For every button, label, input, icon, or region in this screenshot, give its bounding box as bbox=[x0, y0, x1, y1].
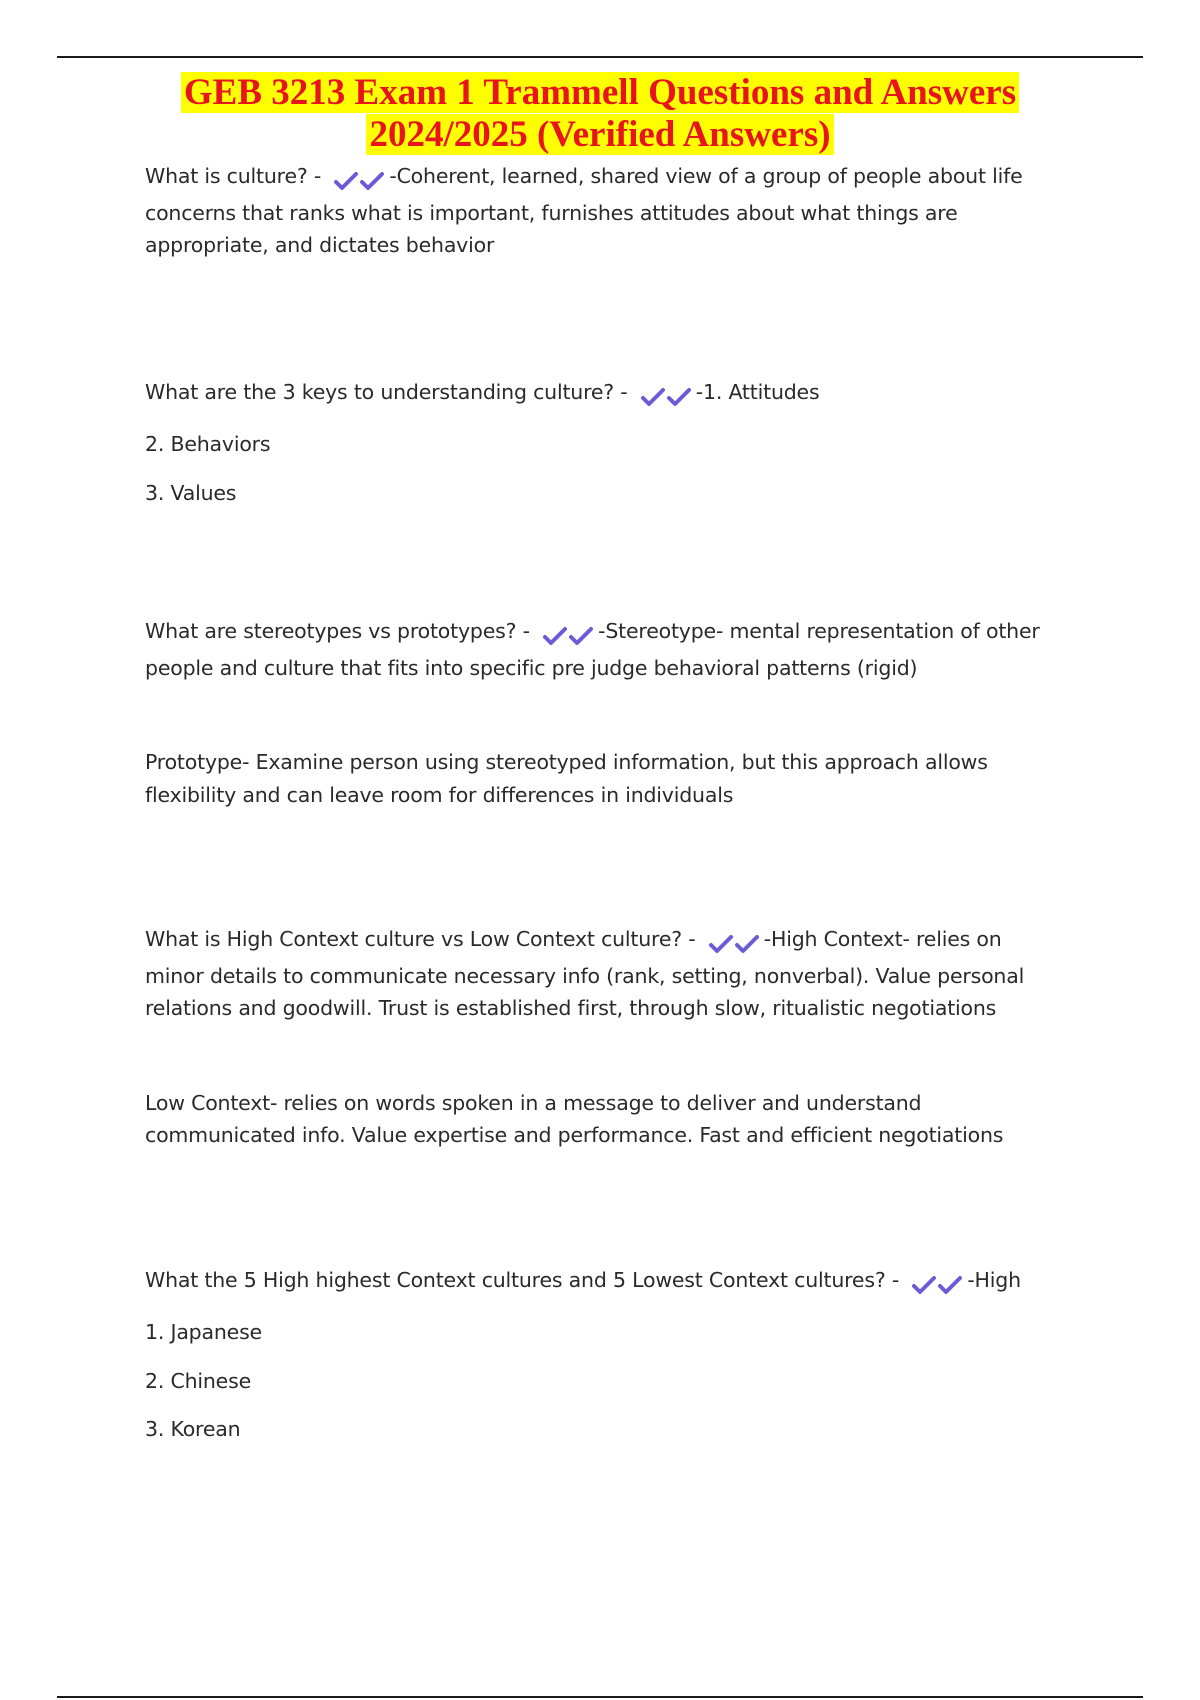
qa-item-context-cultures bbox=[145, 1264, 1065, 1301]
question-text: What is culture? - bbox=[145, 164, 322, 188]
double-check-icon bbox=[542, 619, 594, 652]
qa-item-context bbox=[145, 923, 1065, 1025]
qa-item-stereotypes bbox=[145, 615, 1065, 684]
answer-text: -Stereotype- mental representation of other people and culture that fits into specific pre judge behavioral patterns (rigid) bbox=[145, 619, 1040, 680]
list-item: 3. Values bbox=[145, 480, 237, 505]
double-check-icon bbox=[640, 380, 692, 413]
document-body bbox=[145, 160, 1065, 1446]
answer-text: -High Context- relies on minor details to communicate necessary info (rank, setting, nonverbal). Value personal relations and goodwill. Trust is established first, through slow, ritualistic negotiations bbox=[145, 927, 1025, 1020]
double-check-icon bbox=[333, 164, 385, 197]
title-line-2: 2024/2025 (Verified Answers) bbox=[366, 114, 833, 155]
list-item: 2. Chinese bbox=[145, 1368, 251, 1393]
list-item: 3. Korean bbox=[145, 1417, 241, 1441]
question-text: What is High Context culture vs Low Context culture? - bbox=[145, 927, 696, 951]
document-title bbox=[0, 72, 1200, 156]
answer-text: -1. Attitudes bbox=[695, 379, 820, 404]
double-check-icon bbox=[708, 927, 760, 960]
list-item: 1. Japanese bbox=[145, 1320, 262, 1344]
answer-continuation: Prototype- Examine person using stereotyped information, but this approach allows flexibility and can leave room for differences in individuals bbox=[145, 750, 988, 807]
qa-item-keys bbox=[145, 376, 1065, 413]
question-text: What are stereotypes vs prototypes? - bbox=[145, 619, 530, 643]
double-check-icon bbox=[911, 1268, 963, 1301]
bottom-rule bbox=[57, 1696, 1143, 1698]
title-line-1: GEB 3213 Exam 1 Trammell Questions and Answers bbox=[181, 72, 1019, 113]
answer-continuation: Low Context- relies on words spoken in a message to deliver and understand communicated info. Value expertise and performance. Fast and efficient negotiations bbox=[145, 1090, 1004, 1147]
answer-text: -High bbox=[967, 1267, 1021, 1292]
answer-text: -Coherent, learned, shared view of a group of people about life concerns that ranks what is important, furnishes attitudes about what things are appropriate, and dictates behavior bbox=[145, 164, 1023, 257]
question-text: What the 5 High highest Context cultures and 5 Lowest Context cultures? - bbox=[145, 1267, 900, 1292]
list-item: 2. Behaviors bbox=[145, 432, 271, 456]
question-text: What are the 3 keys to understanding culture? - bbox=[145, 379, 628, 404]
qa-item-culture bbox=[145, 160, 1065, 262]
top-rule bbox=[57, 56, 1143, 58]
